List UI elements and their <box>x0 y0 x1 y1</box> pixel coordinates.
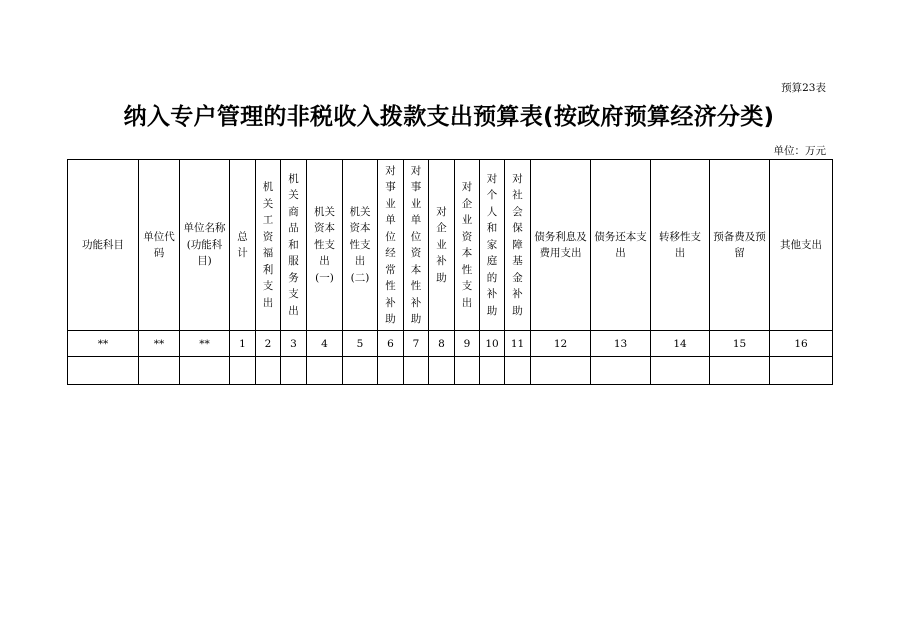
column-header <box>710 160 770 331</box>
column-header-label: 对个人和家庭的补助 <box>486 172 498 317</box>
unit-label: 单位：万元 <box>773 145 826 157</box>
column-header <box>651 160 710 331</box>
column-number: 3 <box>281 331 307 357</box>
column-header <box>256 160 281 331</box>
column-header <box>139 160 180 331</box>
budget-table <box>67 159 833 385</box>
column-header-label: 对事业单位资本性补助 <box>410 164 422 325</box>
table-cell <box>256 357 281 385</box>
table-cell <box>480 357 505 385</box>
table-cell <box>343 357 378 385</box>
column-header-label: 对企业资本性支出 <box>461 181 473 309</box>
column-header <box>429 160 455 331</box>
column-header-label: 单位代码 <box>143 230 175 259</box>
column-number: 14 <box>651 331 710 357</box>
column-number: 4 <box>307 331 343 357</box>
column-header-label: 机关资本性支出(二) <box>349 205 371 284</box>
form-number: 预算23表 <box>781 82 826 94</box>
table-cell <box>281 357 307 385</box>
column-header <box>307 160 343 331</box>
column-header <box>230 160 256 331</box>
column-header-label: 单位名称(功能科目) <box>183 222 226 268</box>
column-number: 7 <box>404 331 429 357</box>
table-cell <box>180 357 230 385</box>
table-cell <box>230 357 256 385</box>
table-cell <box>505 357 531 385</box>
table-cell <box>139 357 180 385</box>
column-number-row <box>68 331 833 357</box>
table-cell <box>68 357 139 385</box>
column-header <box>404 160 429 331</box>
column-header-label: 预备费及预留 <box>713 230 766 259</box>
table-cell <box>651 357 710 385</box>
column-header-label: 机关资本性支出(一) <box>314 205 335 284</box>
column-number: 5 <box>343 331 378 357</box>
column-number: 16 <box>770 331 833 357</box>
table-cell <box>307 357 343 385</box>
table-cell <box>531 357 591 385</box>
table-cell <box>404 357 429 385</box>
column-header <box>505 160 531 331</box>
table-cell <box>378 357 404 385</box>
column-number: 15 <box>710 331 770 357</box>
column-header-label: 机关工资福利支出 <box>262 181 274 309</box>
column-header <box>343 160 378 331</box>
column-number: 8 <box>429 331 455 357</box>
table-cell <box>770 357 833 385</box>
data-row <box>68 357 833 385</box>
column-header <box>531 160 591 331</box>
column-header <box>770 160 833 331</box>
column-number: 1 <box>230 331 256 357</box>
column-header-label: 对事业单位经常性补助 <box>385 164 396 325</box>
column-header-label: 转移性支出 <box>659 230 701 259</box>
table-cell <box>710 357 770 385</box>
table-cell <box>455 357 480 385</box>
column-header-label: 机关商品和服务支出 <box>288 172 299 317</box>
table-cell <box>591 357 651 385</box>
column-header-label: 债务利息及费用支出 <box>534 230 587 259</box>
column-number: ** <box>180 331 230 357</box>
header-row <box>68 160 833 331</box>
column-header <box>281 160 307 331</box>
column-number: ** <box>139 331 180 357</box>
column-number: 9 <box>455 331 480 357</box>
column-header-label: 总计 <box>237 230 248 259</box>
table-cell <box>429 357 455 385</box>
column-header <box>180 160 230 331</box>
column-header-label: 对社会保障基金补助 <box>512 172 523 317</box>
column-number: 12 <box>531 331 591 357</box>
column-header-label: 其他支出 <box>780 238 822 251</box>
column-header <box>455 160 480 331</box>
page-title: 纳入专户管理的非税收入拨款支出预算表(按政府预算经济分类) <box>123 104 775 130</box>
column-number: 13 <box>591 331 651 357</box>
column-number: 2 <box>256 331 281 357</box>
column-header-label: 功能科目 <box>82 238 124 251</box>
column-header <box>480 160 505 331</box>
column-header-label: 对企业补助 <box>436 205 447 284</box>
column-number: 10 <box>480 331 505 357</box>
column-number: 6 <box>378 331 404 357</box>
column-number: ** <box>68 331 139 357</box>
column-header <box>591 160 651 331</box>
column-header-label: 债务还本支出 <box>594 230 647 259</box>
column-number: 11 <box>505 331 531 357</box>
column-header <box>378 160 404 331</box>
column-header <box>68 160 139 331</box>
